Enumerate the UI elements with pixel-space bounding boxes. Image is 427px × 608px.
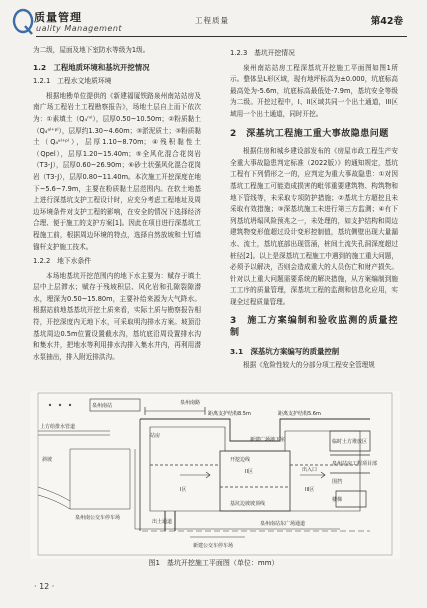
section-heading: 3 施工方案编制和验收监测的质量控制 — [230, 316, 398, 339]
label-zone-ii: II区 — [245, 469, 253, 475]
section-heading: 1.2.1 工程水文地质环境 — [33, 77, 112, 86]
label-zone-iii: III区 — [305, 487, 315, 493]
right-column — [230, 45, 398, 372]
paragraph: 根据地勘单位提供的《新建福厦铁路泉州南站站房及南广场工程岩土工程勘察报告》，场地土层自上而下依次为：①素填土（Q₄ᵐˡ），层厚0.50~10.50m；②粉质黏土（Q₄ᵃˡ⁺ᵖˡ），层厚约1.30~4.60m；③淤泥质土；③粉质黏土（Q₄ᵃˡ⁺ᵖˡ），层厚1.10~8.70m；④残积黏性土（Qpel），层厚1.20~15.40m；⑤全风化混合花岗岩（T3-J），层厚0.60~26.90m；⑥砂土状强风化混合花岗岩（T3-J），层厚0.80~11.40m。本次施工开挖深度在地下~5.6~7.9m，主要在粉质黏土层范围内。在软土地基上进行深基坑支护工程设计时，应充分考虑工程地址及周边环境条件对支护工程的影响，在安全的情况下选择经济合理、便于施工的支护方案[1]。因此在项目进行深基坑工程施工前，根据周边环境的特点，选择自然放坡和土钉墙锚杆支护施工技术。 — [33, 91, 201, 251]
journal-q-logo-icon — [12, 8, 34, 36]
label-side-slope: 基坑边坡坡顶线 — [230, 501, 266, 507]
paragraph: 根据《危险性较大的分部分项工程安全管理规 — [243, 361, 375, 370]
journal-title-en: uality Management — [36, 24, 123, 33]
paragraph: 为二级，屋面及地下室防水等级为1级。 — [33, 46, 150, 54]
section-tag: 工程质量 — [195, 16, 229, 25]
header-rule — [36, 36, 407, 37]
label-open-pit-line: 开挖边线 — [230, 457, 251, 463]
label-zone-i: I区 — [180, 487, 187, 493]
paragraph: 泉州南站站房工程深基坑开挖施工平面图如图1所示。整体呈L形区域，现有地坪标高为±0.000，坑底标高最高处为-5.6m，坑底标高最低处-7.9m，基坑安全等级为二级。开挖过程中，I、II区域共同一个出土通道，III区域用一个出土通道，同时开挖。 — [230, 63, 398, 118]
label-bus-parking: 新建公交车停车场 — [193, 543, 234, 549]
paragraph: 本场地基坑开挖范围内的地下水主要为：赋存于填土层中上层滞水；赋存于残坡积层、风化岩和孔隙裂隙潜水，埋深为0.50~15.80m，主要补给来源为大气降水。根据站前地基基坑开挖土质来看，实际土质与勘察报告相符，开挖深度内无地下水，可采取明沟排水方案。坡顶沿基坑周边0.5m位置设置截水沟，基坑底沿周设置排水沟和集水井，把地水等利用排水沟排入集水井内，再利用潜水泵抽出，排入附近排洪沟。 — [33, 271, 201, 361]
label-soil-area: 临时土方堆放区 — [332, 439, 368, 445]
label-road-north: 泉州南路 — [180, 400, 201, 406]
label-distance-2: 距离支护结构5.6m — [278, 411, 321, 417]
section-heading: 3.1 深基坑方案编写的质量控制 — [230, 346, 340, 356]
label-exit-path: 出土通道 — [152, 519, 173, 525]
issue-number: 第42卷 — [370, 16, 403, 27]
left-column — [33, 45, 201, 363]
section-heading: 1.2 工程地质环境和基坑开挖情况 — [33, 62, 150, 72]
label-drain-pipe: 上方给排水管道 — [40, 424, 76, 430]
section-heading: 1.2.2 地下水条件 — [33, 257, 92, 266]
label-road-east: 泉州南站东广场通道 — [260, 521, 306, 527]
section-heading: 2 深基坑工程施工重大事故隐患问题 — [230, 128, 389, 139]
page-header — [0, 0, 427, 40]
label-distance-1: 距离支护结构8.5m — [208, 411, 251, 417]
journal-title-cn: 质量管理 — [34, 11, 82, 24]
label-stair: 楼梯 — [332, 497, 343, 503]
label-outlet: 出入口 — [302, 467, 318, 473]
figure-caption: 图1 基坑开挖施工平面图（单位：mm） — [148, 559, 279, 567]
label-slope: 斜坡 — [42, 457, 53, 463]
label-bus-yard: 泉州南公交车停车场 — [75, 515, 121, 521]
paragraph: 根据住房和城乡建设部发布的《房屋市政工程生产安全重大事故隐患判定标准（2022版）》的通知规定，基坑工程有下列情形之一的，应判定为重大事故隐患：①对因基坑工程施工可能造成损害的毗邻重要建筑物、构筑物和地下管线等，未采取专项防护措施；②基坑土方超挖且未采取有效措施；③深基坑施工未进行第三方监测；④有下列基坑坍塌风险预兆之一，未处理的，如支护结构和周边建筑物变形值超过设计变形控制值，基坑侧壁出现大量漏水、流土，基坑底部出现管涌，桩间土流失孔洞深度超过桩径[2]。以上是深基坑工程施工中遇到的施工重大问题，必须予以解决，否则会造成重大的人员伤亡和财产损失。针对以上重大问题需要系统的解决措施，从方案编制到施工工序的质量管理，深基坑工程的监测和信息化应用，实现全过程质量管理。 — [230, 147, 398, 306]
label-offices: 泉州站房工程项目部 — [332, 461, 378, 467]
label-fence: 围挡 — [332, 479, 343, 485]
label-basement: 新建广场地下室 — [250, 437, 286, 443]
figure-site-plan — [30, 391, 400, 559]
section-heading: 1.2.3 基坑开挖情况 — [230, 49, 295, 57]
label-station: 泉州南站 — [92, 403, 113, 409]
page-number: · 12 · — [34, 582, 55, 591]
label-station-building: 站房 — [150, 433, 161, 439]
